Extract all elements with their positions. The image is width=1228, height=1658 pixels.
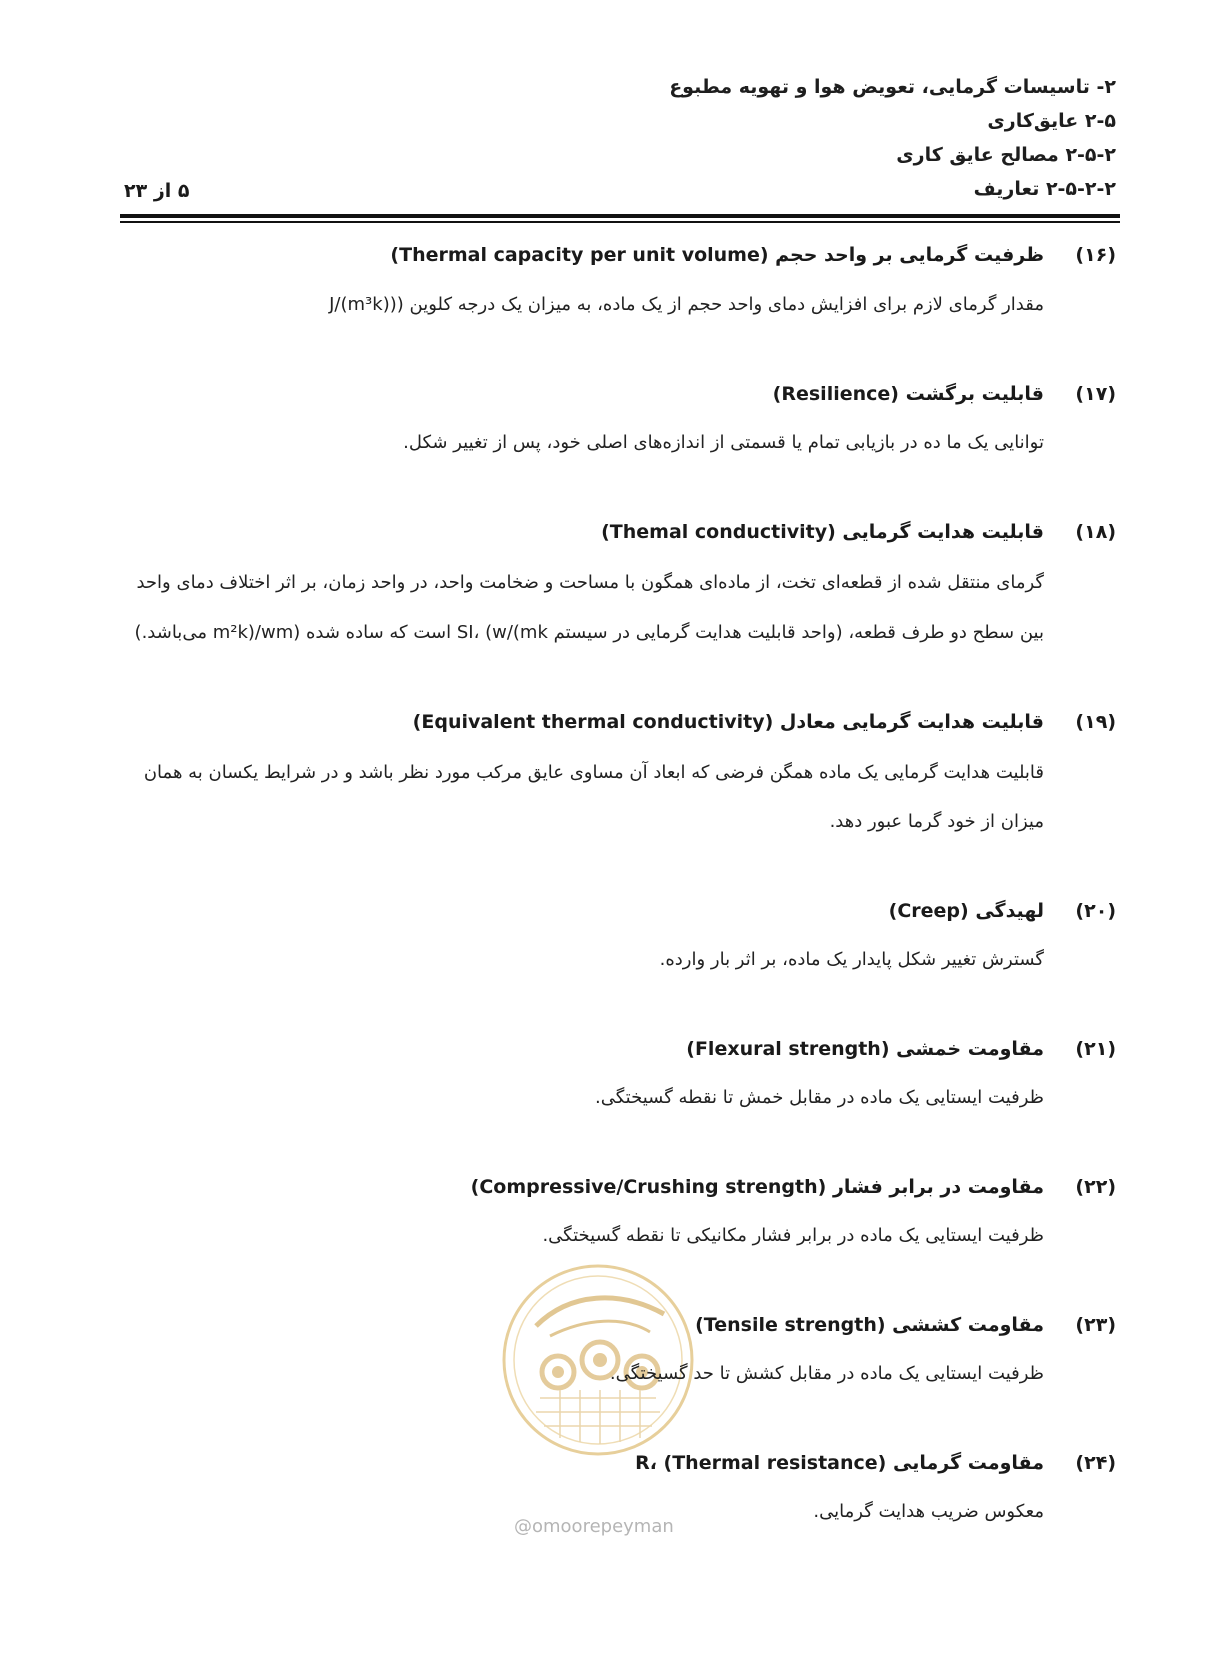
subsection-heading: ۲-۵-۲ مصالح عایق کاری bbox=[896, 144, 1116, 166]
header-divider-thin bbox=[120, 221, 1120, 223]
definition-number: (۱۹) bbox=[1075, 711, 1116, 733]
definition-body: قابلیت هدایت گرمایی یک ماده همگن فرضی که ابعاد آن مساوی عایق مرکب مورد نظر باشد و در شرایط یکسان به همان bbox=[143, 762, 1044, 783]
chapter-heading: ۲- تاسیسات گرمایی، تعویض هوا و تهویه مطبوع bbox=[669, 76, 1116, 98]
definition-body: توانایی یک ما ده در بازیابی تمام یا قسمتی از اندازه‌های اصلی خود، پس از تغییر شکل. bbox=[403, 432, 1044, 453]
definition-title: مقاومت گرمایی R، (Thermal resistance) bbox=[635, 1452, 1044, 1474]
definition-number: (۲۴) bbox=[1075, 1452, 1116, 1474]
definition-title: مقاومت در برابر فشار (Compressive/Crushing strength) bbox=[470, 1176, 1044, 1198]
definition-number: (۱۸) bbox=[1075, 521, 1116, 543]
definition-body: بین سطح دو طرف قطعه، (واحد قابلیت هدایت گرمایی در سیستم SI، (w/(mk است که ساده شده (wm/(m²k می‌باشد.) bbox=[134, 622, 1044, 643]
definition-number: (۲۳) bbox=[1075, 1314, 1116, 1336]
definition-title: قابلیت برگشت (Resilience) bbox=[772, 383, 1044, 405]
definition-number: (۲۱) bbox=[1075, 1038, 1116, 1060]
watermark-caption: @omoorepeyman bbox=[514, 1516, 674, 1537]
definition-number: (۲۲) bbox=[1075, 1176, 1116, 1198]
definition-number: (۱۶) bbox=[1075, 244, 1116, 266]
page-number: ۵ از ۲۳ bbox=[124, 180, 190, 202]
definition-title: ظرفیت گرمایی بر واحد حجم (Thermal capacity per unit volume) bbox=[390, 244, 1044, 266]
definition-title: قابلیت هدایت گرمایی معادل (Equivalent thermal conductivity) bbox=[412, 711, 1044, 733]
definition-body: گرمای منتقل شده از قطعه‌ای تخت، از ماده‌ای همگون با مساحت و ضخامت واحد، در واحد زمان، بر اثر اختلاف دمای واحد bbox=[136, 572, 1044, 593]
definition-body: ظرفیت ایستایی یک ماده در مقابل خمش تا نقطه گسیختگی. bbox=[594, 1087, 1044, 1108]
definition-title: مقاومت کششی (Tensile strength) bbox=[695, 1314, 1044, 1336]
definition-title: مقاومت خمشی (Flexural strength) bbox=[686, 1038, 1044, 1060]
definition-body: میزان از خود گرما عبور دهد. bbox=[829, 811, 1044, 832]
definition-body: مقدار گرمای لازم برای افزایش دمای واحد حجم از یک ماده، به میزان یک درجه کلوین ((J/(m³k) bbox=[329, 294, 1044, 315]
definition-body: ظرفیت ایستایی یک ماده در برابر فشار مکانیکی تا نقطه گسیختگی. bbox=[542, 1225, 1044, 1246]
definition-body: گسترش تغییر شکل پایدار یک ماده، بر اثر بار وارده. bbox=[659, 949, 1044, 970]
watermark-seal bbox=[500, 1262, 696, 1458]
definition-title: قابلیت هدایت گرمایی (Themal conductivity) bbox=[601, 521, 1044, 543]
header-divider-thick bbox=[120, 214, 1120, 218]
section-heading: ۲-۵ عایق‌کاری bbox=[987, 110, 1116, 132]
definition-number: (۲۰) bbox=[1075, 900, 1116, 922]
definition-body: ظرفیت ایستایی یک ماده در مقابل کشش تا حد گسیختگی. bbox=[609, 1363, 1044, 1384]
definition-title: لهیدگی (Creep) bbox=[888, 900, 1044, 922]
subsubsection-heading: ۲-۵-۲-۲ تعاریف bbox=[973, 178, 1116, 200]
seal-icon bbox=[500, 1262, 696, 1458]
definition-number: (۱۷) bbox=[1075, 383, 1116, 405]
definition-body: معکوس ضریب هدایت گرمایی. bbox=[813, 1501, 1044, 1522]
